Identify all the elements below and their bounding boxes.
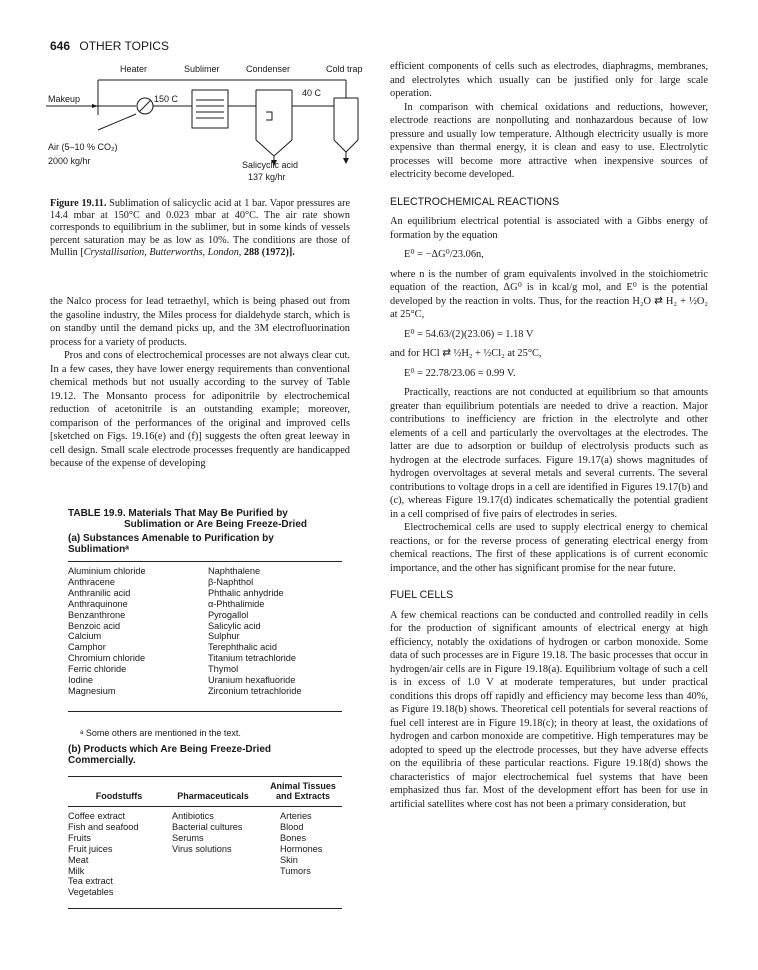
label-makeup: Makeup	[48, 94, 81, 104]
table-cell: Meat	[68, 854, 89, 865]
table-rule	[68, 776, 342, 777]
table-cell: Anthranilic acid	[68, 587, 131, 598]
label-air-rate: 2000 kg/hr	[48, 156, 91, 166]
paragraph: where n is the number of gram equivalents involved in the stoichiometric equation of the reaction, ΔG⁰ is in kcal/g mol, and E⁰ is the potential developed by the reaction in volts. Thus, for the reaction H₂O ⇄ H₂ + ½O₂ at 25°C,	[390, 268, 708, 320]
label-sublimer: Sublimer	[184, 64, 220, 74]
left-column-text	[50, 295, 350, 471]
table-cell: Zirconium tetrachloride	[208, 685, 302, 696]
table-cell: Ferric chloride	[68, 664, 127, 675]
page-number: 646	[50, 39, 71, 53]
table-cell: α-Phthalimide	[208, 598, 265, 609]
header-pharmaceuticals: Pharmaceuticals	[177, 791, 249, 801]
table-cell: Calcium	[68, 631, 102, 642]
table-cell: Tea extract	[68, 876, 113, 887]
table-rule	[68, 561, 342, 562]
label-condenser: Condenser	[246, 64, 291, 74]
table-cell: Blood	[280, 821, 304, 832]
subheading-b-line-2: Commercially.	[68, 755, 136, 766]
table-footnote: ᵃ Some others are mentioned in the text.	[80, 728, 241, 738]
table-cell: Tumors	[280, 865, 311, 876]
table-cell: Serums	[172, 832, 204, 843]
table-cell: Fish and seafood	[68, 821, 139, 832]
equation: E⁰ = 54.63/(2)(23.06) = 1.18 V	[404, 328, 534, 340]
table-cell: Benzoic acid	[68, 620, 121, 631]
table-b-pharmaceuticals	[172, 811, 242, 855]
table-cell: Naphthalene	[208, 566, 261, 576]
table-cell: Antibiotics	[172, 811, 214, 821]
table-b-foodstuffs	[68, 811, 139, 898]
equation: E⁰ = 22.78/23.06 = 0.99 V.	[404, 367, 516, 379]
right-column-text	[390, 60, 708, 811]
label-cold-trap: Cold trap	[326, 64, 363, 74]
header-animal-line-2: and Extracts	[275, 791, 331, 801]
label-40c: 40 C	[302, 88, 322, 98]
header-animal-line-1: Animal Tissues	[270, 781, 336, 791]
figure-label: Figure 19.11.	[50, 198, 107, 209]
table-a-column-1	[68, 566, 146, 697]
table-title	[68, 508, 307, 530]
table-cell: β-Naphthol	[208, 576, 254, 587]
label-heater: Heater	[120, 64, 148, 74]
subheading-b-line-1: (b) Products which Are Being Freeze-Dried	[68, 744, 271, 755]
paragraph: In comparison with chemical oxidations and reductions, however, electrode reactions are nonpolluting and nonhazardous because of low pressure and usually low temperature. Although electricity usually is more expensive than thermal energy, it is clean and easy to use. Electrolytic processes will become more attractive when inexpensive sources of electricity become developed.	[390, 101, 708, 180]
figure-caption-text: Sublimation of salicyclic acid at 1 bar. Vapor pressures are 14.4 mbar at 150°C and 0.023 mbar at 40°C. The air rate shown corresponds to equilibrium in the sublimer, but in some kinds of vessels percent saturation may be as low as 10%. The conditions are those of Mullin [	[50, 198, 350, 258]
paragraph: the Nalco process for lead tetraethyl, which is being phased out from the gasoline industry, the Miles process for dialdehyde starch, which is on standby until the demand picks up, and the 3M electrofluorination process for a variety of products.	[50, 296, 350, 348]
paragraph: A few chemical reactions can be conducted and controlled readily in cells for the production of significant amounts of electrical energy at high efficiency, notably the oxidations of hydrogen or carbon monoxide. Some data of such processes are in Figure 19.18. The basic processes that occur in hydrogen/air cells are in Figure 19.18(a). Equilibrium voltage of such a cell is in excess of 1.0 V at moderate temperatures, but under practical conditions this drops off rapidly and efficiency may become less than 40%, as Figure 19.18(b) shows. Theoretical cell potentials for several reactions of fuel cell interest are in Figure 19.18(c); in theory at least, the oxidations of hydrogen and carbon monoxide are competitive. High temperatures may be adopted to speed up the electrode processes, but they have adverse effects on the equilibria of these particular reactions. Figure 19.18(d) shows the characteristics of major electrochemical fuel systems that have been emphasized thus far. Most of the development effort has been for use in artificial satellites where cost has not been a primary consideration, but	[390, 609, 708, 810]
table-rule	[68, 908, 342, 909]
paragraph: efficient components of cells such as electrodes, diaphragms, membranes, and electrolytes which usually can be justified only for large scale operation.	[390, 61, 708, 99]
figure-citation: Crystallisation, Butterworths, London,	[83, 246, 242, 258]
table-cell: Iodine	[68, 675, 94, 686]
table-cell: Titanium tetrachloride	[208, 653, 296, 664]
table-cell: Skin	[280, 854, 298, 865]
label-product-rate: 137 kg/hr	[248, 172, 286, 182]
table-cell: Pyrogallol	[208, 609, 249, 620]
subheading-a-line-1: (a) Substances Amenable to Purification by	[68, 533, 274, 544]
table-cell: Camphor	[68, 642, 106, 653]
table-cell: Bones	[280, 832, 307, 843]
table-cell: Benzanthrone	[68, 609, 126, 620]
table-cell: Arteries	[280, 811, 312, 821]
table-cell: Salicylic acid	[208, 620, 261, 631]
table-cell: Chromium chloride	[68, 653, 146, 664]
table-cell: Bacterial cultures	[172, 821, 243, 832]
table-cell: Thymol	[208, 664, 239, 675]
table-rule	[68, 711, 342, 712]
table-cell: Hormones	[280, 843, 323, 854]
table-cell: Terephthalic acid	[208, 642, 277, 653]
table-cell: Virus solutions	[172, 843, 232, 854]
figure-caption-tail: 288 (1972)].	[241, 246, 295, 258]
table-title-line-1: TABLE 19.9. Materials That May Be Purified by	[68, 508, 288, 519]
header-foodstuffs: Foodstuffs	[95, 791, 143, 801]
page-header	[50, 39, 169, 53]
paragraph: and for HCl ⇄ ½H₂ + ½Cl₂ at 25°C,	[390, 348, 542, 359]
section-heading: ELECTROCHEMICAL REACTIONS	[390, 195, 560, 208]
equation: E⁰ = −ΔG⁰/23.06n,	[404, 249, 484, 260]
label-air: Air (5–10 % CO₂)	[48, 142, 118, 152]
table-rule	[68, 806, 342, 807]
table-cell: Phthalic anhydride	[208, 587, 284, 598]
paragraph: Pros and cons of electrochemical processes are not always clear cut. In a few cases, they have lower energy requirements than conventional chemical methods but not usually according to the survey of Table 19.12. The Monsanto process for adiponitrile by electrochemical reduction of acetonitrile is an outstanding example; moreover, comparison of the performances of the original and improved cells [sketched on Figs. 19.16(e) and (f)] suggests the often great leeway in cell design. Small scale electrode processes frequently are handicapped because of the expense of developing	[50, 350, 350, 469]
table-title-line-2: Sublimation or Are Being Freeze-Dried	[124, 519, 307, 530]
table-cell: Vegetables	[68, 887, 114, 898]
header-animal-tissues	[262, 781, 344, 801]
table-cell: Sulphur	[208, 631, 240, 642]
table-a-column-2	[208, 566, 301, 697]
table-cell: Magnesium	[68, 685, 116, 696]
section-heading: FUEL CELLS	[390, 589, 454, 601]
paragraph: Electrochemical cells are used to supply electrical energy to chemical reactions, or for the reverse process of generating electrical energy from chemical reactions. The first of these applications is of current economic importance, and the other has significant promise for the near future.	[390, 522, 708, 574]
label-150c: 150 C	[154, 94, 179, 104]
table-b-animal-tissues	[280, 811, 322, 876]
table-subheading-a	[68, 533, 274, 555]
label-product: Salicyclic acid	[242, 160, 299, 170]
figure-caption	[50, 198, 350, 259]
table-cell: Fruits	[68, 832, 91, 843]
running-head: OTHER TOPICS	[79, 39, 169, 53]
table-cell: Aluminium chloride	[68, 566, 146, 576]
table-cell: Milk	[68, 865, 85, 876]
table-cell: Anthracene	[68, 576, 115, 587]
paragraph: An equilibrium electrical potential is associated with a Gibbs energy of formation by the equation	[390, 216, 708, 241]
subheading-a-line-2: Sublimationᵃ	[68, 544, 129, 555]
table-subheading-b	[68, 744, 271, 766]
table-cell: Uranium hexafluoride	[208, 675, 296, 686]
table-cell: Coffee extract	[68, 811, 126, 821]
table-cell: Fruit juices	[68, 843, 113, 854]
paragraph: Practically, reactions are not conducted at equilibrium so that amounts greater than equilibrium potentials are needed to drive a reaction. Major contributions to inefficiency are friction in the electrolyte and other elements of a cell and particularly the overvoltages at the electrodes. The latter are due to adsorption or buildup of electrolysis products such as hydrogen at the electrode surfaces. Figure 19.17(a) shows magnitudes of hydrogen overvoltages at several metals and several currents. The several contributions to voltage drops in a cell are identified in Figures 19.17(b) and (c), whereas Figure 19.17(d) indicates schematically the potential gradient in a cell comprised of five pairs of electrodes in series.	[390, 387, 708, 520]
sublimation-flow-diagram	[46, 60, 366, 190]
table-cell: Anthraquinone	[68, 598, 128, 609]
